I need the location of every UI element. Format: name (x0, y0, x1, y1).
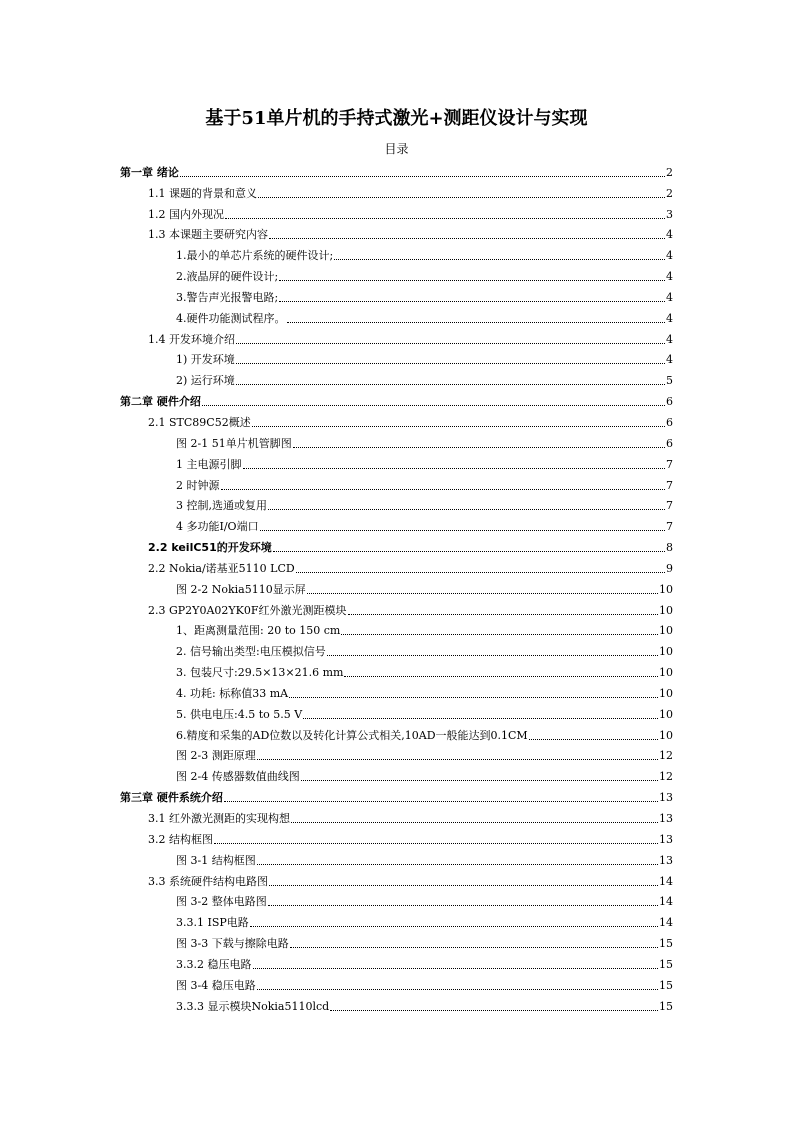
toc-entry-page: 10 (659, 728, 673, 742)
toc-entry[interactable] (0, 785, 673, 806)
toc-entry-page: 14 (659, 916, 673, 930)
toc-entry[interactable] (0, 285, 673, 306)
toc-entry-page: 13 (659, 853, 673, 867)
toc-dot-leader (214, 843, 658, 844)
toc-dot-leader (268, 509, 665, 510)
toc-entry-page: 15 (659, 978, 673, 992)
toc-dot-leader (293, 447, 665, 448)
toc-entry-page: 6 (666, 415, 673, 429)
toc-entry-page: 4 (666, 290, 673, 304)
toc-entry-page: 12 (659, 770, 673, 784)
toc-entry-label: 第二章 硬件介绍 (120, 395, 201, 409)
toc-entry-label: 2 时钟源 (176, 478, 220, 492)
toc-entry[interactable] (0, 389, 673, 410)
toc-dot-leader (260, 530, 665, 531)
toc-dot-leader (202, 405, 665, 406)
toc-entry-label: 图 2-2 Nokia5110显示屏 (176, 582, 306, 596)
toc-entry-label: 第三章 硬件系统介绍 (120, 791, 223, 805)
toc-dot-leader (279, 280, 665, 281)
toc-entry-page: 10 (659, 666, 673, 680)
toc-entry[interactable] (0, 973, 673, 994)
toc-dot-leader (341, 634, 658, 635)
toc-entry-page: 7 (666, 478, 673, 492)
toc-entry[interactable] (0, 910, 673, 931)
toc-entry-label: 2.2 Nokia/诺基亚5110 LCD (148, 561, 295, 575)
toc-entry[interactable] (0, 556, 673, 577)
toc-entry[interactable] (0, 410, 673, 431)
toc-entry-label: 2.1 STC89C52概述 (148, 415, 251, 429)
toc-dot-leader (224, 801, 658, 802)
toc-entry-label: 2. 信号输出类型:电压模拟信号 (176, 645, 326, 659)
toc-entry[interactable] (0, 639, 673, 660)
toc-dot-leader (296, 572, 665, 573)
toc-dot-leader (258, 197, 665, 198)
toc-entry[interactable] (0, 368, 673, 389)
toc-entry[interactable] (0, 598, 673, 619)
toc-dot-leader (348, 614, 659, 615)
toc-dot-leader (303, 718, 658, 719)
toc-entry-page: 15 (659, 937, 673, 951)
toc-entry-label: 3.2 结构框图 (148, 832, 213, 846)
toc-entry-page: 6 (666, 436, 673, 450)
toc-entry-page: 15 (659, 957, 673, 971)
toc-entry[interactable] (0, 952, 673, 973)
toc-entry-label: 3.3 系统硬件结构电路图 (148, 874, 268, 888)
toc-entry[interactable] (0, 535, 673, 556)
toc-entry-label: 图 3-3 下载与擦除电路 (176, 937, 289, 951)
toc-entry[interactable] (0, 827, 673, 848)
toc-dot-leader (236, 363, 665, 364)
toc-entry-page: 4 (666, 353, 673, 367)
toc-dot-leader (257, 864, 658, 865)
toc-entry[interactable] (0, 514, 673, 535)
toc-entry-page: 2 (666, 186, 673, 200)
toc-entry-page: 4 (666, 249, 673, 263)
toc-entry-label: 1.3 本课题主要研究内容 (148, 228, 268, 242)
toc-entry[interactable] (0, 473, 673, 494)
toc-entry[interactable] (0, 577, 673, 598)
toc-entry-label: 图 2-3 测距原理 (176, 749, 256, 763)
toc-dot-leader (236, 343, 665, 344)
toc-entry-page: 13 (659, 832, 673, 846)
table-of-contents (0, 160, 793, 1015)
toc-entry-label: 1.1 课题的背景和意义 (148, 186, 257, 200)
toc-entry-label: 1.2 国内外现况 (148, 207, 224, 221)
toc-entry-label: 图 3-1 结构框图 (176, 853, 256, 867)
toc-entry[interactable] (0, 306, 673, 327)
toc-entry-page: 14 (659, 874, 673, 888)
toc-dot-leader (529, 739, 658, 740)
toc-entry-label: 图 2-4 传感器数值曲线图 (176, 770, 300, 784)
toc-entry-page: 15 (659, 999, 673, 1013)
toc-entry[interactable] (0, 764, 673, 785)
toc-entry-label: 1 主电源引脚 (176, 457, 242, 471)
toc-entry-label: 3. 包装尺寸:29.5×13×21.6 mm (176, 666, 344, 680)
toc-entry[interactable] (0, 223, 673, 244)
toc-heading: 目录 (384, 142, 409, 156)
toc-dot-leader (236, 384, 665, 385)
toc-entry-label: 3.3.1 ISP电路 (176, 916, 249, 930)
toc-entry-label: 1.4 开发环境介绍 (148, 332, 235, 346)
toc-entry-page: 10 (659, 624, 673, 638)
toc-dot-leader (269, 238, 665, 239)
toc-entry-page: 5 (666, 374, 673, 388)
toc-entry-label: 3.3.3 显示模块Nokia5110lcd (176, 999, 330, 1013)
toc-entry-label: 3 控制,选通或复用 (176, 499, 267, 513)
toc-entry-label: 2.3 GP2Y0A02YK0F红外激光测距模块 (148, 603, 347, 617)
toc-entry-label: 图 3-2 整体电路图 (176, 895, 267, 909)
toc-entry-page: 3 (666, 207, 673, 221)
toc-entry[interactable] (0, 348, 673, 369)
toc-entry-label: 1.最小的单芯片系统的硬件设计; (176, 249, 334, 263)
toc-entry[interactable] (0, 452, 673, 473)
toc-entry-label: 1、距离测量范围: 20 to 150 cm (176, 624, 341, 638)
toc-entry-page: 13 (659, 791, 673, 805)
toc-entry-page: 7 (666, 499, 673, 513)
toc-dot-leader (180, 176, 665, 177)
toc-entry-label: 图 2-1 51单片机管脚图 (176, 436, 292, 450)
toc-dot-leader (307, 593, 658, 594)
toc-dot-leader (221, 489, 666, 490)
toc-entry-page: 4 (666, 311, 673, 325)
toc-entry-page: 10 (659, 582, 673, 596)
toc-dot-leader (344, 676, 658, 677)
toc-entry-page: 7 (666, 457, 673, 471)
toc-entry-label: 4. 功耗: 标称值33 mA (176, 686, 289, 700)
toc-dot-leader (250, 926, 658, 927)
toc-entry-label: 5. 供电电压:4.5 to 5.5 V (176, 707, 303, 721)
toc-dot-leader (289, 697, 658, 698)
toc-entry-page: 13 (659, 812, 673, 825)
toc-entry[interactable] (0, 681, 673, 702)
toc-entry-page: 10 (659, 686, 673, 700)
toc-entry-page: 9 (666, 561, 673, 575)
toc-entry-page: 4 (666, 228, 673, 242)
toc-entry[interactable] (0, 160, 673, 181)
toc-entry-page: 10 (659, 707, 673, 721)
toc-entry-page: 7 (666, 520, 673, 534)
toc-entry-label: 图 3-4 稳压电路 (176, 978, 256, 992)
toc-dot-leader (291, 822, 658, 823)
toc-entry[interactable] (0, 702, 673, 723)
toc-entry[interactable] (0, 660, 673, 681)
toc-entry[interactable] (0, 931, 673, 952)
toc-entry[interactable] (0, 327, 673, 348)
toc-entry-page: 8 (666, 541, 673, 555)
toc-entry-label: 3.3.2 稳压电路 (176, 957, 252, 971)
toc-entry-label: 2.液晶屏的硬件设计; (176, 270, 279, 284)
toc-entry[interactable] (0, 494, 673, 515)
toc-entry-label: 6.精度和采集的AD位数以及转化计算公式相关,10AD一般能达到0.1CM (176, 728, 528, 742)
toc-entry-label: 2) 运行环境 (176, 374, 235, 388)
toc-dot-leader (287, 322, 666, 323)
toc-dot-leader (279, 301, 665, 302)
toc-entry-label: 4.硬件功能测试程序。 (176, 311, 286, 325)
toc-entry-page: 6 (666, 395, 673, 409)
toc-entry-label: 3.1 红外激光测距的实现构想 (148, 812, 290, 825)
toc-entry-page: 14 (659, 895, 673, 909)
toc-dot-leader (253, 968, 659, 969)
toc-dot-leader (334, 259, 665, 260)
toc-entry[interactable] (0, 994, 673, 1015)
toc-entry[interactable] (0, 806, 673, 827)
document-title: 基于51单片机的手持式激光+测距仪设计与实现 (205, 108, 588, 129)
toc-dot-leader (330, 1010, 658, 1011)
toc-dot-leader (257, 989, 658, 990)
toc-dot-leader (327, 655, 658, 656)
toc-entry[interactable] (0, 744, 673, 765)
toc-entry[interactable] (0, 181, 673, 202)
toc-dot-leader (273, 551, 665, 552)
toc-entry-label: 1) 开发环境 (176, 353, 235, 367)
toc-entry-page: 12 (659, 749, 673, 763)
toc-entry-page: 4 (666, 270, 673, 284)
toc-dot-leader (252, 426, 665, 427)
toc-entry[interactable] (0, 848, 673, 869)
toc-entry[interactable] (0, 890, 673, 911)
toc-entry-page: 2 (666, 165, 673, 179)
toc-dot-leader (257, 759, 658, 760)
toc-entry-page: 10 (659, 603, 673, 617)
toc-entry-page: 4 (666, 332, 673, 346)
toc-dot-leader (243, 468, 666, 469)
toc-entry[interactable] (0, 723, 673, 744)
toc-entry-page: 10 (659, 645, 673, 659)
toc-entry[interactable] (0, 431, 673, 452)
toc-entry[interactable] (0, 202, 673, 223)
toc-entry[interactable] (0, 264, 673, 285)
toc-dot-leader (268, 905, 658, 906)
toc-entry-label: 2.2 keilC51的开发环境 (148, 541, 272, 555)
toc-entry[interactable] (0, 619, 673, 640)
toc-entry-label: 3.警告声光报警电路; (176, 290, 279, 304)
toc-dot-leader (269, 885, 658, 886)
toc-dot-leader (301, 780, 658, 781)
toc-dot-leader (225, 218, 665, 219)
toc-entry-label: 4 多功能I/O端口 (176, 520, 259, 534)
toc-entry[interactable] (0, 243, 673, 264)
toc-entry-label: 第一章 绪论 (120, 165, 179, 179)
toc-dot-leader (290, 947, 658, 948)
toc-entry[interactable] (0, 869, 673, 890)
